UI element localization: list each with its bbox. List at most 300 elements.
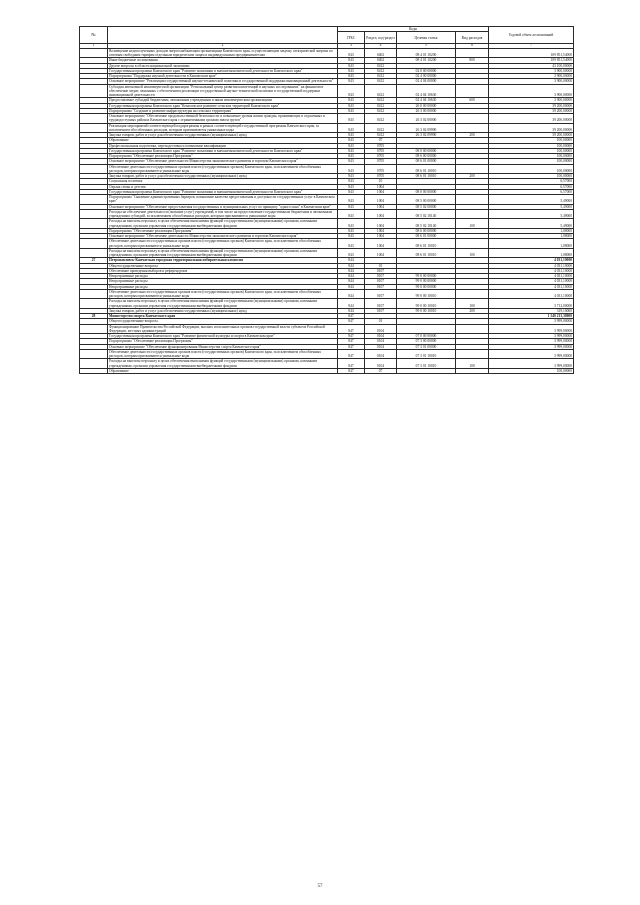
row-target-article: 26 3 02 09990	[397, 133, 456, 138]
row-name: Расходы на выплаты персоналу в целях обеспечения выполнения функций государственными (муниципальными) органами, казенными учреждениями, органами управления государственными внебюджетными фондами	[108, 219, 338, 229]
row-amount: 3 900,00000	[489, 98, 574, 103]
row-target-article: 07 3 01 00000	[397, 344, 456, 349]
row-razdel: 07	[365, 138, 397, 143]
row-grbs: 843	[338, 84, 365, 98]
column-index: 7	[489, 44, 574, 49]
row-amount: 3 900,00000	[489, 84, 574, 98]
column-index: 5	[397, 44, 456, 49]
row-amount: 3 999,00000	[489, 324, 574, 334]
row-razdel: 0412	[365, 79, 397, 84]
header-cs: Целевая статья	[397, 32, 456, 44]
row-target-article: 08 6 01 10010	[397, 248, 456, 258]
row-expense-type: 600	[456, 98, 489, 103]
row-expense-type: 100	[456, 248, 489, 258]
row-grbs: 843	[338, 48, 365, 58]
header-codes: Коды	[338, 27, 489, 32]
row-expense-type	[456, 289, 489, 299]
row-amount: 319,10000	[489, 308, 574, 313]
row-name: Расходы на обеспечение деятельности (оказание услуг) учреждений, в том числе на предоставление государственным бюджетным и автономным учреждениям субсидий, за исключением обособленных расходов, которым присваиваются уникальные коды	[108, 209, 338, 219]
row-razdel: 10	[365, 179, 397, 184]
row-grbs: 844	[338, 268, 365, 273]
row-name: Иные бюджетные ассигнования	[108, 58, 338, 63]
row-amount: 43 100,00000	[489, 63, 574, 68]
row-name: Государственная программа Камчатского края "Развитие экономики и внешнеэкономической деятельности Камчатского края"	[108, 148, 338, 153]
row-name: Образование	[108, 368, 338, 373]
row-grbs: 847	[338, 349, 365, 359]
row-razdel: 0402	[365, 58, 397, 63]
row-name: Обеспечение деятельности государственных органов власти (государственных органов) Камчатского края, за исключением обособленных расходов, которым присваиваются уникальные коды	[108, 289, 338, 299]
row-name: Другие вопросы в области национальной экономики	[108, 63, 338, 68]
row-number	[80, 84, 108, 98]
row-name: Расходы на выплаты персоналу в целях обеспечения выполнения функций государственными (муниципальными) органами, казенными учреждениями, органами управления государственными внебюджетными фондами	[108, 248, 338, 258]
row-grbs: 843	[338, 114, 365, 124]
row-expense-type	[456, 84, 489, 98]
row-target-article: 02 4 04 10630	[397, 84, 456, 98]
row-razdel: 0412	[365, 98, 397, 103]
row-grbs: 843	[338, 179, 365, 184]
row-razdel: 0104	[365, 359, 397, 369]
table-row	[80, 195, 574, 205]
row-name: Основное мероприятие "Обеспечение деятельности Министерства экономического развития и торговли Камчатского края"	[108, 234, 338, 239]
page-number: 57	[317, 884, 323, 889]
row-amount: 3 900,00000	[489, 79, 574, 84]
row-razdel: 0705	[365, 159, 397, 164]
row-amount: 39 200,00000	[489, 133, 574, 138]
row-amount: 4 031,10000	[489, 284, 574, 289]
header-number: №	[80, 27, 108, 44]
row-target-article: 08 6 01 10010	[397, 239, 456, 249]
row-razdel: 0705	[365, 148, 397, 153]
row-amount: 1,08000	[489, 234, 574, 239]
row-razdel: 0104	[365, 334, 397, 339]
row-amount: 5,49000	[489, 195, 574, 205]
row-expense-type	[456, 123, 489, 133]
row-target-article: 08 0 00 00000	[397, 189, 456, 194]
row-name: Подпрограмма "Поддержка научной деятельности в Камчатском крае"	[108, 74, 338, 79]
header-razdel: Раздел, под-раздел	[365, 32, 397, 44]
row-name: Подпрограмма "Обеспечение реализации Программы"	[108, 339, 338, 344]
row-grbs: 843	[338, 79, 365, 84]
row-target-article: 08 5 02 10140	[397, 219, 456, 229]
row-grbs: 847	[338, 339, 365, 344]
row-number	[80, 164, 108, 174]
row-name: Государственная программа Камчатского края "Развитие физической культуры и спорта в Камчатском крае"	[108, 334, 338, 339]
row-razdel: 1004	[365, 184, 397, 189]
row-name: Социальная политика	[108, 179, 338, 184]
row-target-article: 07 3 01 10010	[397, 349, 456, 359]
row-razdel: 0412	[365, 108, 397, 113]
row-razdel: 1004	[365, 189, 397, 194]
table-row	[80, 164, 574, 174]
row-grbs: 843	[338, 68, 365, 73]
header-grbs: ГРБС	[338, 32, 365, 44]
row-expense-type: 200	[456, 308, 489, 313]
row-amount: 4 031,10000	[489, 289, 574, 299]
row-target-article: 99 0 00 00000	[397, 279, 456, 284]
row-grbs: 843	[338, 209, 365, 219]
row-amount: 4 031,10000	[489, 268, 574, 273]
row-target-article: 02 4 04 00000	[397, 79, 456, 84]
row-number	[80, 123, 108, 133]
header-sum: Годовой объем ассигнований	[489, 27, 574, 44]
row-grbs: 843	[338, 164, 365, 174]
row-target-article: 08 4 01 10200	[397, 58, 456, 63]
table-row	[80, 84, 574, 98]
row-grbs: 847	[338, 344, 365, 349]
row-name: Государственная программа Камчатского края "Развитие экономики и внешнеэкономической деятельности Камчатского края"	[108, 189, 338, 194]
row-razdel: 0412	[365, 68, 397, 73]
row-grbs: 843	[338, 159, 365, 164]
row-expense-type	[456, 164, 489, 174]
row-razdel: 0104	[365, 324, 397, 334]
row-expense-type: 800	[456, 58, 489, 63]
row-expense-type: 200	[456, 133, 489, 138]
row-number	[80, 248, 108, 258]
row-grbs: 843	[338, 138, 365, 143]
row-razdel: 0705	[365, 174, 397, 179]
row-razdel: 0705	[365, 154, 397, 159]
row-number	[80, 239, 108, 249]
row-number	[80, 48, 108, 58]
row-name: Подпрограмма "Обеспечение реализации Программы"	[108, 154, 338, 159]
budget-table-sheet	[79, 26, 573, 374]
table-row	[80, 248, 574, 258]
row-target-article: 26 3 02 00000	[397, 114, 456, 124]
row-amount: 3 712,00000	[489, 299, 574, 309]
column-index: 6	[456, 44, 489, 49]
row-name: Основное мероприятие "Реализация государственной научно-технической политики и государственной поддержки инновационной деятельности"	[108, 79, 338, 84]
row-grbs: 844	[338, 299, 365, 309]
row-amount: 100,00000	[489, 164, 574, 174]
row-amount: 3 900,00000	[489, 74, 574, 79]
row-name: Закупка товаров, работ и услуг для обеспечения государственных (муниципальных) нужд	[108, 308, 338, 313]
table-row	[80, 359, 574, 369]
row-amount: 4 031,10000	[489, 263, 574, 268]
row-target-article: 07 3 01 10010	[397, 359, 456, 369]
row-target-article	[397, 368, 456, 373]
table-body	[80, 48, 574, 373]
table-row	[80, 239, 574, 249]
row-grbs: 843	[338, 148, 365, 153]
row-grbs: 843	[338, 184, 365, 189]
row-expense-type	[456, 114, 489, 124]
row-name: Основное мероприятие "Обеспечение продовольственной безопасности и повышение уровня жизни граждан, проживающих в отдаленных и труднодоступных районах Камчатского края с ограниченными сроками завоза грузов"	[108, 114, 338, 124]
row-razdel: 0107	[365, 268, 397, 273]
row-expense-type	[456, 349, 489, 359]
row-target-article: 08 4 01 10200	[397, 48, 456, 58]
table-row	[80, 48, 574, 58]
row-name: Обеспечение деятельности государственных органов власти (государственных органов) Камчатского края, за исключением обособленных расходов, которым присваиваются уникальные коды	[108, 349, 338, 359]
row-razdel: 0705	[365, 164, 397, 174]
row-razdel: 0412	[365, 63, 397, 68]
row-expense-type	[456, 195, 489, 205]
row-amount: 3 999,00000	[489, 344, 574, 349]
header-name	[108, 27, 338, 44]
row-target-article: 08 6 01 00000	[397, 159, 456, 164]
row-grbs: 843	[338, 58, 365, 63]
row-amount: 4 031,10000	[489, 274, 574, 279]
row-amount: 6,57000	[489, 184, 574, 189]
row-expense-type: 100	[456, 299, 489, 309]
row-amount: 3 999,00000	[489, 319, 574, 324]
row-expense-type: 100	[456, 359, 489, 369]
row-target-article: 26 0 00 00000	[397, 103, 456, 108]
row-grbs: 847	[338, 319, 365, 324]
column-index: 1	[80, 44, 108, 49]
column-index: 3	[338, 44, 365, 49]
row-razdel: 0705	[365, 143, 397, 148]
row-amount: 109 851,54000	[489, 58, 574, 63]
row-grbs: 843	[338, 239, 365, 249]
row-number	[80, 219, 108, 229]
row-number	[80, 359, 108, 369]
row-amount: 100,00000	[489, 154, 574, 159]
row-name: Основное мероприятие "Обеспечение деятельности Министерства экономического развития и торговли Камчатского края"	[108, 159, 338, 164]
row-razdel: 0107	[365, 308, 397, 313]
table-row	[80, 123, 574, 133]
row-target-article: 02 0 00 00000	[397, 68, 456, 73]
row-amount: 5,49000	[489, 209, 574, 219]
row-grbs: 844	[338, 279, 365, 284]
row-name: Основное мероприятие "Обеспечение предоставления государственных и муниципальных услуг по принципу "одного окна" в Камчатском крае"	[108, 204, 338, 209]
row-target-article: 08 0 00 00000	[397, 148, 456, 153]
row-razdel: 0107	[365, 289, 397, 299]
table-row	[80, 368, 574, 373]
column-index: 4	[365, 44, 397, 49]
row-target-article: 26 3 00 00000	[397, 108, 456, 113]
row-target-article	[397, 324, 456, 334]
row-grbs: 843	[338, 189, 365, 194]
row-target-article: 02 4 04 10630	[397, 98, 456, 103]
row-name: Подпрограмма "Создание и развитие инфраструктуры на сельских территориях"	[108, 108, 338, 113]
row-razdel: 1004	[365, 234, 397, 239]
row-target-article: 07 3 00 00000	[397, 339, 456, 344]
row-razdel: 01	[365, 319, 397, 324]
row-target-article: 99 0 00 00000	[397, 284, 456, 289]
row-amount: 100,00000	[489, 174, 574, 179]
row-name: Петропавловск-Камчатская городская территориальная избирательная комиссия	[108, 258, 338, 263]
row-amount: 3 999,00000	[489, 334, 574, 339]
row-grbs: 844	[338, 308, 365, 313]
row-target-article: 08 6 00 00000	[397, 154, 456, 159]
row-target-article: 02 4 00 00000	[397, 74, 456, 79]
row-grbs: 847	[338, 359, 365, 369]
row-amount: 6,57000	[489, 179, 574, 184]
row-expense-type: 200	[456, 174, 489, 179]
row-name: Предоставление субсидий бюджетным, автономным учреждениям и иным некоммерческим организациям	[108, 98, 338, 103]
row-name: Государственная программа Камчатского края "Развитие экономики и внешнеэкономической деятельности Камчатского края"	[108, 68, 338, 73]
row-razdel: 1004	[365, 228, 397, 233]
row-grbs: 847	[338, 368, 365, 373]
row-name: Возмещение недополученных доходов энергоснабжающим организациям Камчатского края, осуществляющим закупку электрической энергии по оптовым свободным тарифам отдельным юридическим лицам и индивидуальным предпринимателям	[108, 48, 338, 58]
row-target-article: 08 6 00 00000	[397, 228, 456, 233]
row-amount: 39 200,00000	[489, 114, 574, 124]
row-razdel: 0412	[365, 133, 397, 138]
row-amount: 100,00000	[489, 148, 574, 153]
row-grbs: 844	[338, 284, 365, 289]
row-grbs: 843	[338, 204, 365, 209]
row-name: Расходы на выплаты персоналу в целях обеспечения выполнения функций государственными (муниципальными) органами, казенными учреждениями, органами управления государственными внебюджетными фондами	[108, 299, 338, 309]
header-vr: Вид расходов	[456, 32, 489, 44]
row-amount: 3 999,00000	[489, 339, 574, 344]
row-expense-type	[456, 209, 489, 219]
row-target-article: 08 5 00 00000	[397, 195, 456, 205]
row-razdel: 0412	[365, 103, 397, 108]
row-grbs: 843	[338, 154, 365, 159]
row-target-article: 99 0 00 10010	[397, 308, 456, 313]
row-name: Обеспечение деятельности государственных органов власти (государственных органов) Камчатского края, за исключением обособленных расходов, которым присваиваются уникальные коды	[108, 164, 338, 174]
row-razdel: 07	[365, 368, 397, 373]
row-name: Функционирование Правительства Российской Федерации, высших исполнительных органов государственной власти субъектов Российской Федерации, местных администраций	[108, 324, 338, 334]
row-expense-type	[456, 48, 489, 58]
row-grbs: 843	[338, 98, 365, 103]
row-target-article: 08 6 01 10010	[397, 164, 456, 174]
row-razdel: 1004	[365, 219, 397, 229]
row-razdel: 0412	[365, 123, 397, 133]
row-grbs: 843	[338, 133, 365, 138]
row-razdel: 0107	[365, 279, 397, 284]
row-grbs: 843	[338, 103, 365, 108]
row-grbs: 843	[338, 248, 365, 258]
row-name: Охрана семьи и детства	[108, 184, 338, 189]
budget-table	[79, 26, 574, 374]
row-amount: 1,08000	[489, 228, 574, 233]
table-row	[80, 324, 574, 334]
row-name: Министерство спорта Камчатского края	[108, 314, 338, 319]
row-name: Обеспечение проведения выборов и референдумов	[108, 268, 338, 273]
table-row	[80, 219, 574, 229]
row-name: Непрограммные расходы	[108, 274, 338, 279]
row-name: Подпрограмма "Обеспечение реализации Программы"	[108, 228, 338, 233]
table-row	[80, 349, 574, 359]
row-razdel: 1004	[365, 239, 397, 249]
row-razdel: 0107	[365, 284, 397, 289]
row-name: Реализация мероприятий соответствующей подпрограммы в рамках соответствующей государственной программы Камчатского края, за исключением обособленных расходов, которым присваиваются уникальные коды	[108, 123, 338, 133]
row-name: Расходы на выплаты персоналу в целях обеспечения выполнения функций государственными (муниципальными) органами, казенными учреждениями, органами управления государственными внебюджетными фондами	[108, 359, 338, 369]
row-expense-type	[456, 368, 489, 373]
row-number	[80, 324, 108, 334]
row-amount: 3 999,00000	[489, 349, 574, 359]
row-razdel: 01	[365, 263, 397, 268]
row-razdel: 0107	[365, 274, 397, 279]
row-amount: 4 031,10000	[489, 258, 574, 263]
row-target-article: 26 3 02 09990	[397, 123, 456, 133]
row-razdel: 1004	[365, 204, 397, 209]
row-amount: 100,00000	[489, 368, 574, 373]
table-row	[80, 209, 574, 219]
row-grbs: 843	[338, 63, 365, 68]
row-grbs: 843	[338, 195, 365, 205]
row-amount: 1,08000	[489, 248, 574, 258]
row-number	[80, 114, 108, 124]
row-razdel: 0107	[365, 299, 397, 309]
row-number	[80, 368, 108, 373]
row-target-article: 99 0 00 00000	[397, 274, 456, 279]
row-razdel: 1004	[365, 195, 397, 205]
row-name: Профессиональная подготовка, переподготовка и повышение квалификации	[108, 143, 338, 148]
row-name: Подпрограмма "Снижение административных барьеров, повышение качества предоставления и доступности государственных услуг в Камчатском крае"	[108, 195, 338, 205]
row-name: Образование	[108, 138, 338, 143]
row-target-article: 08 5 02 10140	[397, 209, 456, 219]
row-number	[80, 289, 108, 299]
row-razdel: 0104	[365, 339, 397, 344]
row-grbs: 844	[338, 263, 365, 268]
row-amount: 6,57000	[489, 189, 574, 194]
table-row	[80, 299, 574, 309]
row-grbs: 847	[338, 324, 365, 334]
row-number: 27	[80, 258, 108, 263]
row-amount: 109 851,54000	[489, 48, 574, 58]
row-target-article: 99 0 00 10010	[397, 289, 456, 299]
row-razdel: 0412	[365, 74, 397, 79]
row-amount: 1,08000	[489, 239, 574, 249]
row-name: Общегосударственные вопросы	[108, 319, 338, 324]
row-grbs: 843	[338, 174, 365, 179]
row-grbs: 843	[338, 143, 365, 148]
row-amount: 39 200,00000	[489, 103, 574, 108]
row-target-article: 99 0 00 10010	[397, 299, 456, 309]
row-grbs: 844	[338, 289, 365, 299]
row-name: Общегосударственные вопросы	[108, 263, 338, 268]
row-target-article: 08 6 01 00000	[397, 234, 456, 239]
row-name: Непрограммные расходы	[108, 284, 338, 289]
row-name: Субсидия автономной некоммерческой организации "Региональный центр развития компетенций в научных исследованиях" на финансовое обеспечение затрат, связанных с обеспечением реализации государственной научно-технической политики и государственной поддержки инновационной деятельности	[108, 84, 338, 98]
row-razdel: 1004	[365, 209, 397, 219]
row-amount: 1 540 213,38000	[489, 314, 574, 319]
row-name: Обеспечение деятельности государственных органов власти (государственных органов) Камчатского края, за исключением обособленных расходов, которым присваиваются уникальные коды	[108, 239, 338, 249]
row-amount: 3 999,00000	[489, 359, 574, 369]
row-razdel: 0412	[365, 84, 397, 98]
row-expense-type: 100	[456, 219, 489, 229]
row-number: 28	[80, 314, 108, 319]
row-number	[80, 299, 108, 309]
row-amount: 100,00000	[489, 159, 574, 164]
row-amount: 5,49000	[489, 219, 574, 229]
row-razdel: 1004	[365, 248, 397, 258]
column-index: 2	[108, 44, 338, 49]
row-target-article: 08 5 02 00000	[397, 204, 456, 209]
row-name: Государственная программа Камчатского края "Комплексное развитие сельских территорий Камчатского края"	[108, 103, 338, 108]
row-name: Закупка товаров, работ и услуг для обеспечения государственных (муниципальных) нужд	[108, 174, 338, 179]
row-grbs: 847	[338, 334, 365, 339]
row-amount: 100,00000	[489, 143, 574, 148]
row-name: Закупка товаров, работ и услуг для обеспечения государственных (муниципальных) нужд	[108, 133, 338, 138]
row-amount: 100,00000	[489, 138, 574, 143]
row-grbs: 843	[338, 108, 365, 113]
row-number	[80, 195, 108, 205]
row-amount: 39 200,00000	[489, 108, 574, 113]
row-amount: 39 200,00000	[489, 123, 574, 133]
row-name: Основное мероприятие "Обеспечение функционирования Министерства спорта Камчатского края"	[108, 344, 338, 349]
row-number	[80, 209, 108, 219]
row-amount: 5,49000	[489, 204, 574, 209]
row-razdel: 0412	[365, 114, 397, 124]
table-row	[80, 289, 574, 299]
row-grbs: 844	[338, 258, 365, 263]
row-grbs: 844	[338, 274, 365, 279]
row-razdel: 0104	[365, 349, 397, 359]
row-grbs: 843	[338, 219, 365, 229]
row-expense-type	[456, 324, 489, 334]
row-target-article: 07 0 00 00000	[397, 334, 456, 339]
row-amount: 4 031,10000	[489, 279, 574, 284]
row-grbs: 843	[338, 228, 365, 233]
row-grbs: 843	[338, 123, 365, 133]
row-grbs: 847	[338, 314, 365, 319]
row-grbs: 843	[338, 234, 365, 239]
row-number	[80, 349, 108, 359]
table-header	[80, 27, 574, 49]
